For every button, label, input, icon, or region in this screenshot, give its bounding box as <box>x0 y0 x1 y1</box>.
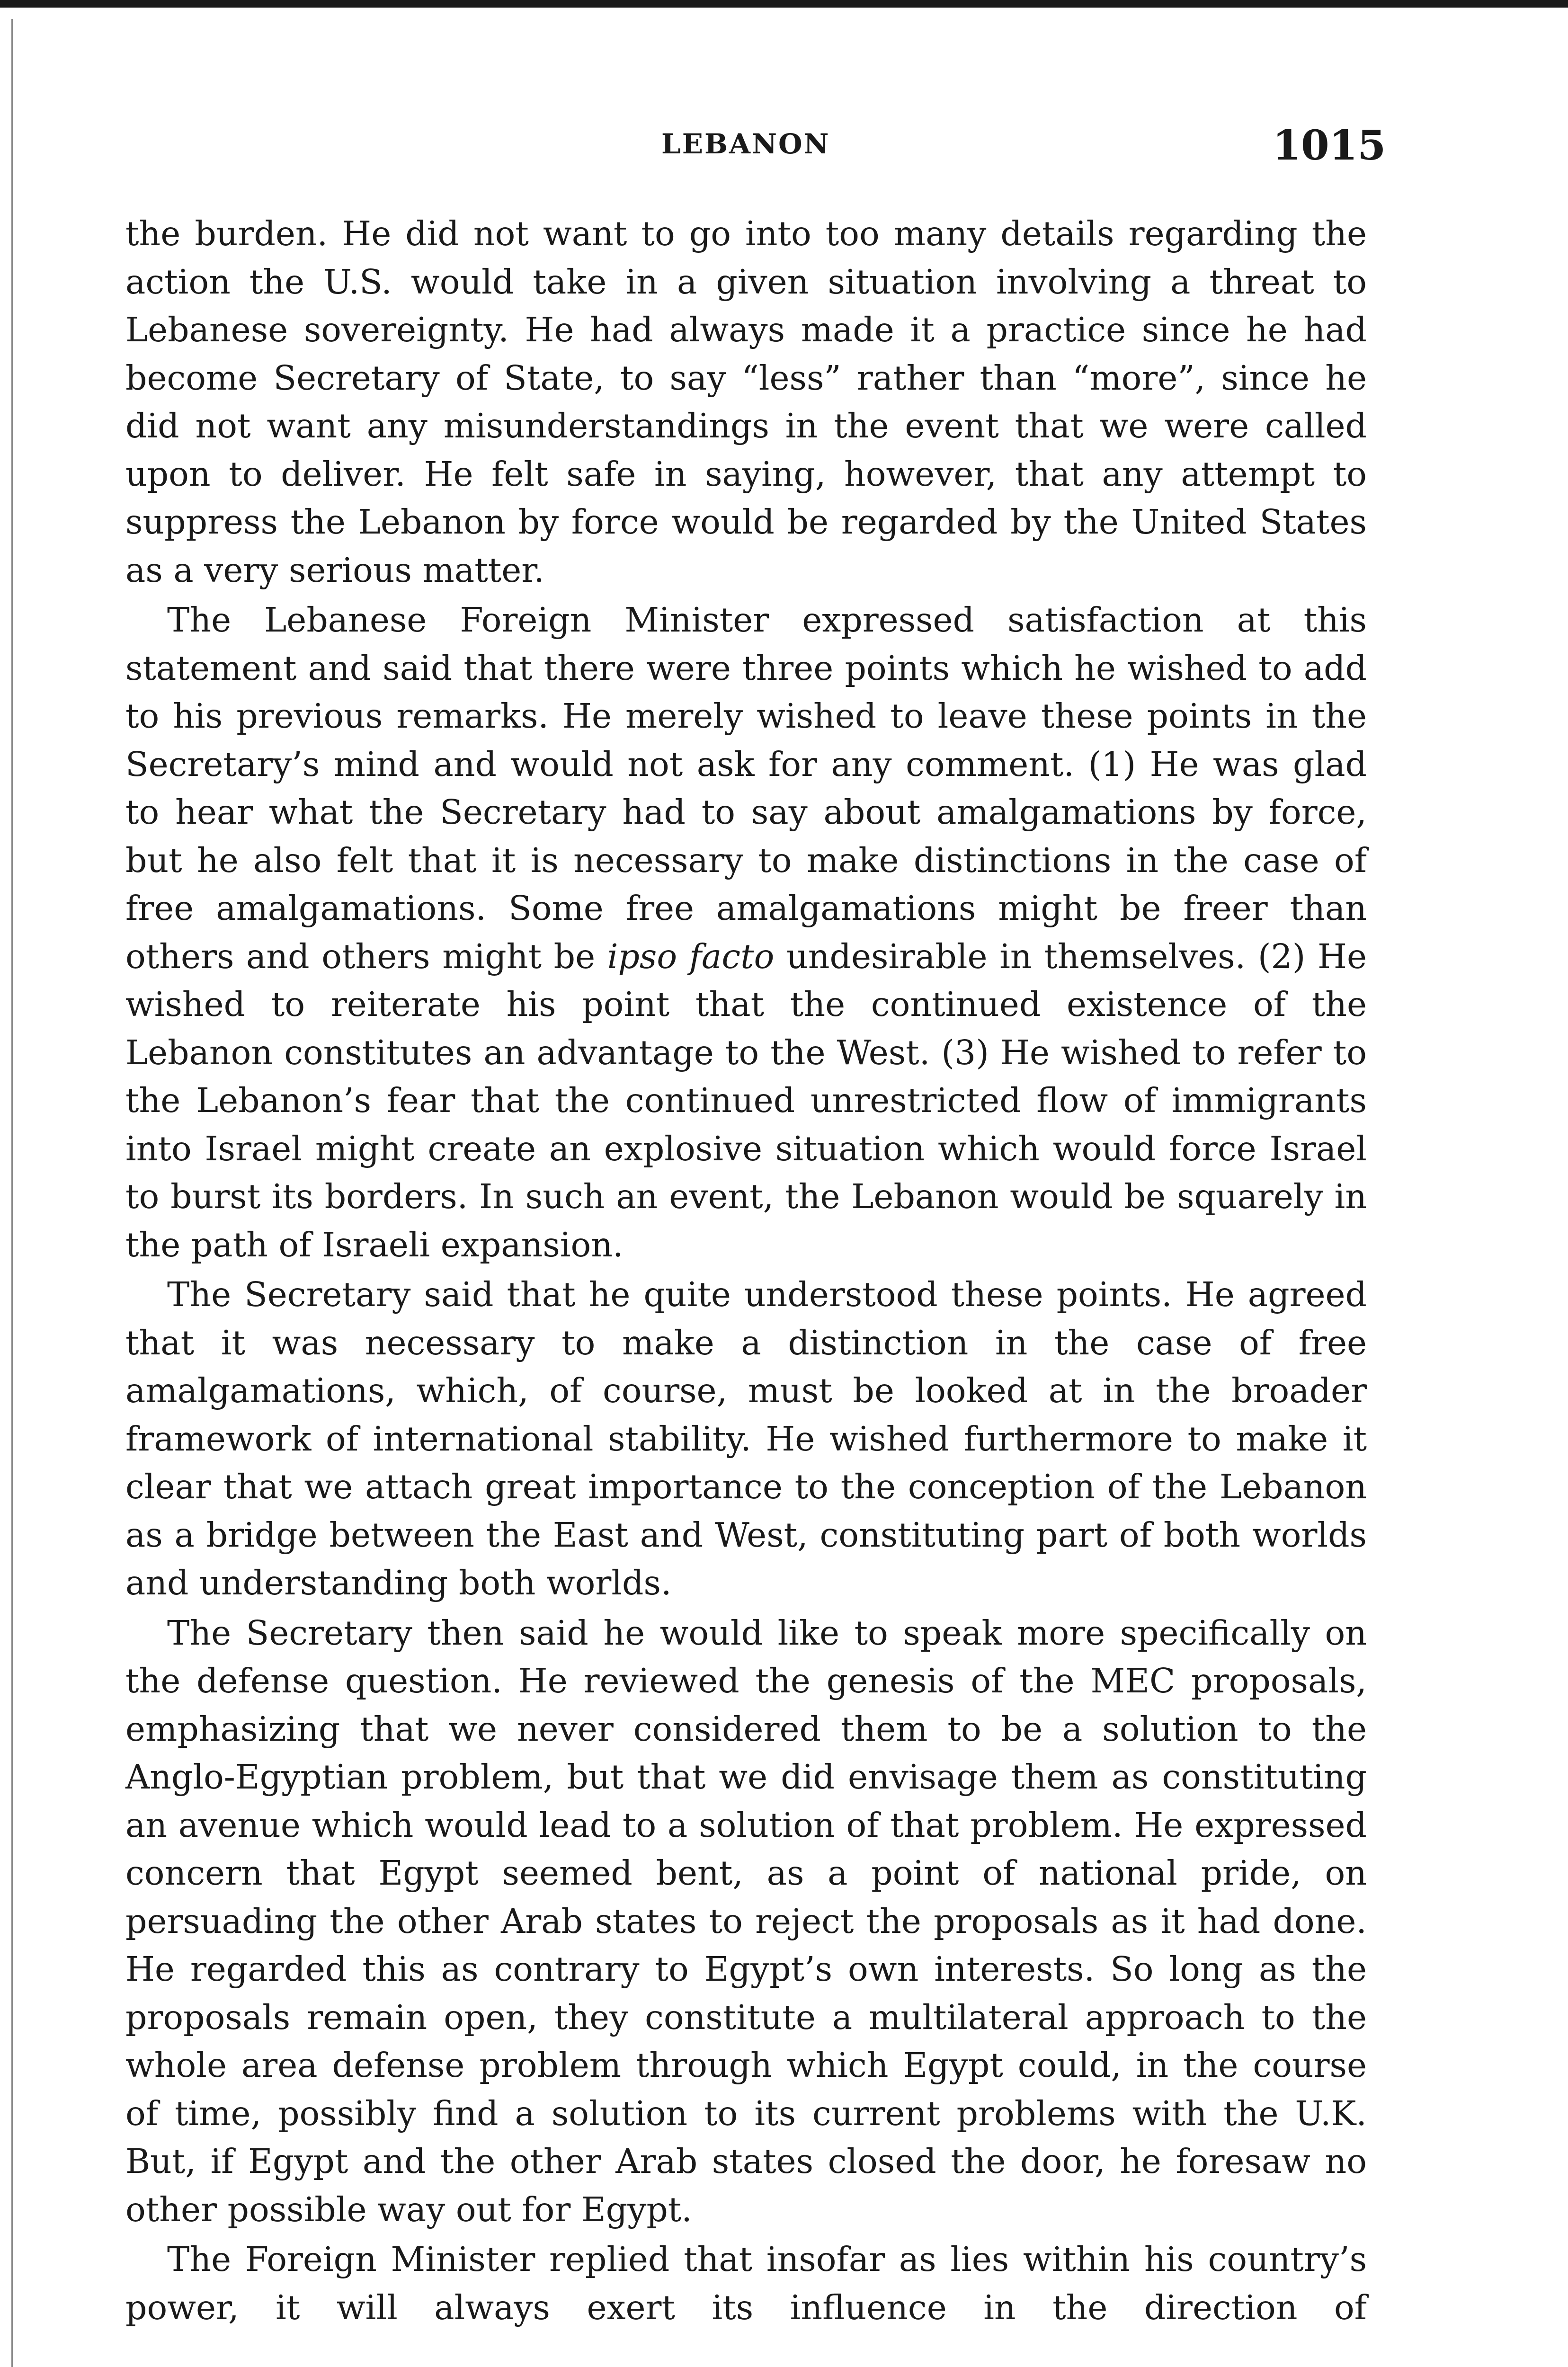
paragraph-3: The Secretary said that he quite understood these points. He agreed that it was necessary to make a distinction in the case of free amalgamations, which, of course, must be looked at in the broader framework of international stability. He wished furthermore to make it clear that we attach great importance to the conception of the Lebanon as a bridge between the East and West, constituting part of both worlds and understanding both worlds. <box>125 1275 1367 1602</box>
paragraph-4: The Secretary then said he would like to speak more specifically on the defense question. He reviewed the genesis of the MEC proposals, emphasizing that we never considered them to be a solution to the Anglo-Egyptian problem, but that we did envisage them as constituting an avenue which would lead to a solution of that problem. He expressed concern that Egypt seemed bent, as a point of national pride, on persuading the other Arab states to reject the proposals as it had done. He regarded this as contrary to Egypt’s own interests. So long as the proposals remain open, they constitute a multilateral approach to the whole area defense problem through which Egypt could, in the course of time, possibly find a solution to its current problems with the U.K. But, if Egypt and the other Arab states closed the door, he foresaw no other possible way out for Egypt. <box>125 1613 1367 2229</box>
top-border-rule <box>0 0 1568 8</box>
running-title: LEBANON <box>661 128 830 160</box>
page-number: 1015 <box>1273 122 1386 169</box>
body-text <box>125 210 1367 2333</box>
paragraph-5: The Foreign Minister replied that insofar as lies within his country’s power, it will always exert its influence in the direction of <box>125 2240 1367 2327</box>
paragraph-2 <box>125 596 1367 1269</box>
paragraph-2-text-before: The Lebanese Foreign Minister expressed satisfaction at this statement and said that there were three points which he wished to add to his previous remarks. He merely wished to leave these points in the Secretary’s mind and would not ask for any comment. (1) He was glad to hear what the Secretary had to say about amalgamations by force, but he also felt that it is necessary to make distinctions in the case of free amalgamations. Some free amalgamations might be freer than others and others might be <box>125 600 1367 976</box>
left-margin-rule <box>11 19 13 2367</box>
paragraph-2-text-after: undesirable in themselves. (2) He wished to reiterate his point that the continued existence of the Lebanon constitutes an advantage to the West. (3) He wished to refer to the Lebanon’s fear that the continued unrestricted flow of immigrants into Israel might create an explosive situation which would force Israel to burst its borders. In such an event, the Lebanon would be squarely in the path of Israeli expansion. <box>125 936 1367 1264</box>
paragraph-1: the burden. He did not want to go into too many details regarding the action the U.S. would take in a given situation involving a threat to Lebanese sovereignty. He had always made it a practice since he had become Secretary of State, to say “less” rather than “more”, since he did not want any misunderstandings in the event that we were called upon to deliver. He felt safe in saying, however, that any attempt to suppress the Lebanon by force would be regarded by the United States as a very serious matter. <box>125 214 1367 590</box>
ipso-facto-italic: ipso facto <box>607 936 775 976</box>
